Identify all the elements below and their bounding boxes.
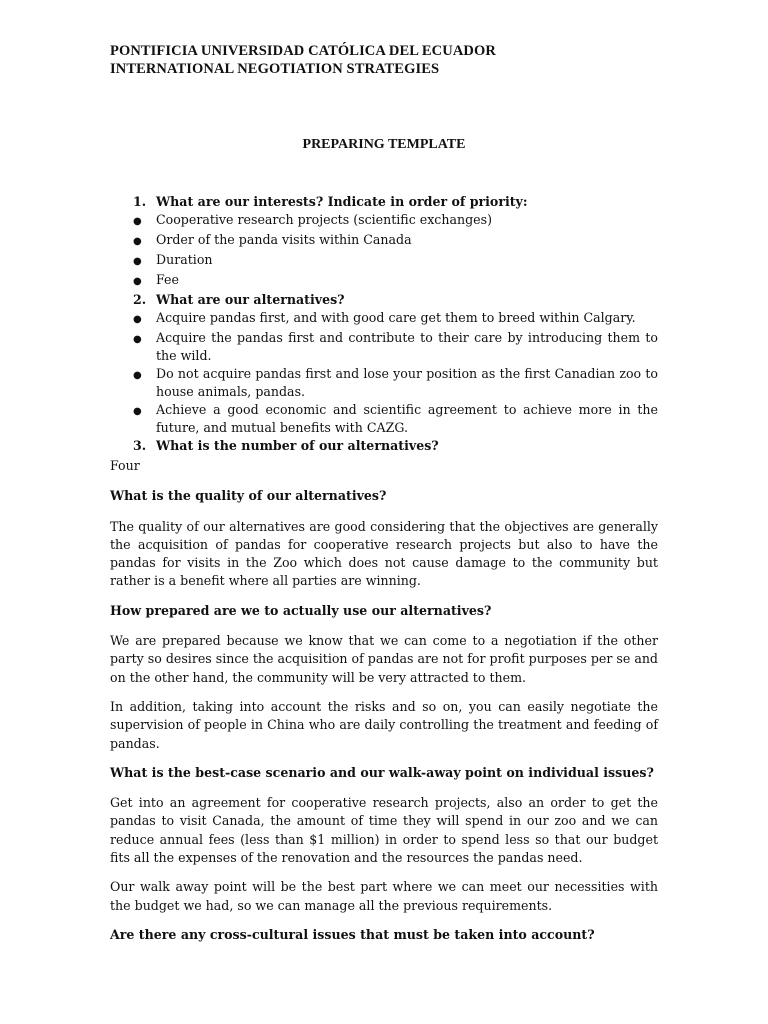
question-heading: What is the best-case scenario and our walk-away point on individual issues? [110,764,654,780]
bullet-icon: ● [133,276,142,287]
list-item [133,329,658,365]
bullet-icon: ● [133,370,142,381]
paragraph: Get into an agreement for cooperative research projects, also an order to get the pandas to visit Canada, the amount of time they will spend in our zoo and we can reduce annual fees (less than $1 million) in order to spend less so that our budget fits all the expenses of the renovation and the resources the pandas need. [110,795,658,866]
list-item [133,309,658,329]
list-item-q1 [133,193,658,211]
question-heading: Are there any cross-cultural issues that must be taken into account? [110,926,595,942]
list-item-text: Acquire pandas first, and with good care get them to breed within Calgary. [156,310,636,325]
list-item-text: Order of the panda visits within Canada [156,232,412,247]
list-number: 3. [133,438,147,453]
list-item-text: Acquire the pandas first and contribute to their care by introducing them to the wild. [156,330,658,363]
list-item-text: Do not acquire pandas first and lose your position as the first Canadian zoo to house animals, pandas. [156,366,658,399]
answer-number-text: Four [110,458,140,473]
bullet-icon: ● [133,216,142,227]
paragraph: The quality of our alternatives are good considering that the objectives are generally the acquisition of pandas for cooperative research projects but also to have the pandas for visits in the Zoo which does not cause damage to the community but rather is a benefit where all parties are winning. [110,518,658,589]
bullet-icon: ● [133,334,142,345]
list-item [133,401,658,437]
bullet-icon: ● [133,314,142,325]
paragraph: In addition, taking into account the risks and so on, you can easily negotiate the supervision of people in China who are daily controlling the treatment and feeding of pandas. [110,698,658,751]
course-name: INTERNATIONAL NEGOTIATION STRATEGIES [110,61,440,77]
paragraph: We are prepared because we know that we can come to a negotiation if the other party so desires since the acquisition of pandas are not for profit purposes per se and on the other hand, the community will be very attracted to them. [110,633,658,685]
list-item-q3 [133,437,658,455]
page-title [0,136,768,154]
list-item-q2 [133,291,658,309]
page-title-text: PREPARING TEMPLATE [302,137,466,152]
question-text: What are our alternatives? [156,292,345,307]
bullet-icon: ● [133,256,142,267]
bullet-icon: ● [133,236,142,247]
list-number: 2. [133,292,147,307]
question-text: What are our interests? Indicate in order of priority: [156,194,528,209]
list-item-text: Fee [156,272,179,287]
list-item-text: Cooperative research projects (scientific exchanges) [156,212,492,227]
question-text: What is the number of our alternatives? [156,438,439,453]
bullet-icon: ● [133,406,142,417]
paragraph: Our walk away point will be the best part where we can meet our necessities with the budget we had, so we can manage all the previous requirements. [110,879,658,913]
list-number: 1. [133,194,147,209]
list-item [133,251,658,271]
question-heading: How prepared are we to actually use our alternatives? [110,602,492,618]
document-header [110,42,496,78]
list-item [133,231,658,251]
question-list [133,193,658,455]
list-item [133,211,658,231]
list-item-text: Achieve a good economic and scientific agreement to achieve more in the future, and mutual benefits with CAZG. [156,402,658,435]
document-body [110,457,658,944]
list-item-text: Duration [156,252,213,267]
question-heading: What is the quality of our alternatives? [110,488,387,504]
list-item [133,365,658,401]
list-item [133,271,658,291]
university-name: PONTIFICIA UNIVERSIDAD CATÓLICA DEL ECUADOR [110,43,496,59]
